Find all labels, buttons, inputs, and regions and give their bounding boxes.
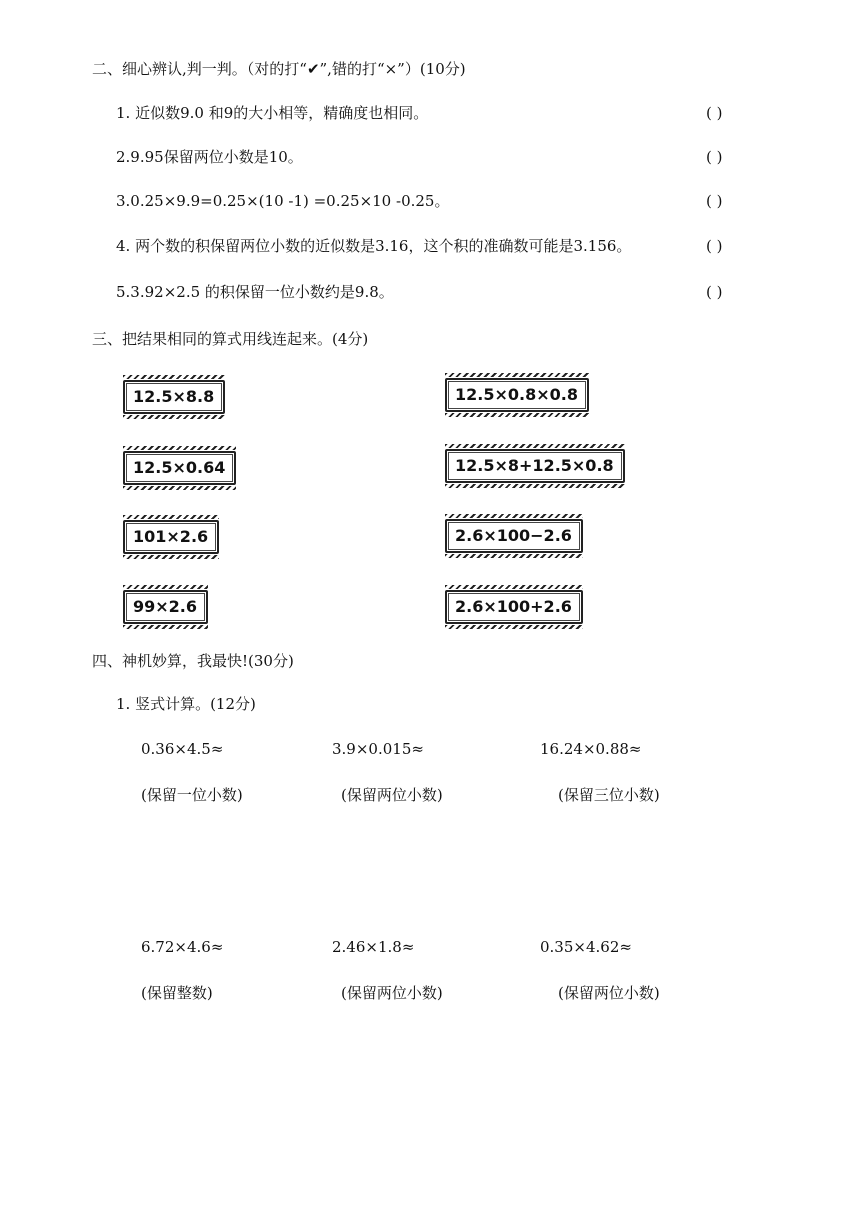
calc-expr-4: 6.72×4.6≈ [141, 938, 224, 956]
calc-note-6: (保留两位小数) [558, 984, 660, 1002]
left-expr-box-1[interactable]: 12.5×8.8 [123, 380, 225, 414]
calc-expr-6: 0.35×4.62≈ [540, 938, 632, 956]
right-expr-box-4[interactable]: 2.6×100+2.6 [445, 590, 583, 624]
answer-paren-3[interactable]: ( ) [706, 192, 723, 210]
section4-sub1: 1. 竖式计算。(12分) [116, 695, 256, 713]
right-expr-box-3[interactable]: 2.6×100−2.6 [445, 519, 583, 553]
calc-expr-5: 2.46×1.8≈ [332, 938, 415, 956]
answer-paren-5[interactable]: ( ) [706, 283, 723, 301]
calc-note-5: (保留两位小数) [341, 984, 443, 1002]
right-expr-box-1[interactable]: 12.5×0.8×0.8 [445, 378, 589, 412]
section4-title: 四、神机妙算，我最快!(30分) [92, 652, 294, 670]
answer-paren-1[interactable]: ( ) [706, 104, 723, 122]
judge-item-4: 4. 两个数的积保留两位小数的近似数是3.16，这个积的准确数可能是3.156。 [116, 237, 632, 255]
answer-paren-2[interactable]: ( ) [706, 148, 723, 166]
calc-note-3: (保留三位小数) [558, 786, 660, 804]
calc-note-1: (保留一位小数) [141, 786, 243, 804]
calc-expr-2: 3.9×0.015≈ [332, 740, 424, 758]
calc-expr-3: 16.24×0.88≈ [540, 740, 642, 758]
left-expr-box-3[interactable]: 101×2.6 [123, 520, 219, 554]
judge-item-2: 2.9.95保留两位小数是10。 [116, 148, 303, 166]
judge-item-3: 3.0.25×9.9=0.25×(10 -1) =0.25×10 -0.25。 [116, 192, 450, 210]
judge-item-5: 5.3.92×2.5 的积保留一位小数约是9.8。 [116, 283, 394, 301]
left-expr-box-2[interactable]: 12.5×0.64 [123, 451, 236, 485]
left-expr-box-4[interactable]: 99×2.6 [123, 590, 208, 624]
section2-title: 二、细心辨认,判一判。（对的打“✔”,错的打“×”）(10分) [92, 60, 466, 78]
judge-item-1: 1. 近似数9.0 和9的大小相等，精确度也相同。 [116, 104, 429, 122]
answer-paren-4[interactable]: ( ) [706, 237, 723, 255]
calc-expr-1: 0.36×4.5≈ [141, 740, 224, 758]
calc-note-2: (保留两位小数) [341, 786, 443, 804]
section3-title: 三、把结果相同的算式用线连起来。(4分) [92, 330, 369, 348]
right-expr-box-2[interactable]: 12.5×8+12.5×0.8 [445, 449, 625, 483]
calc-note-4: (保留整数) [141, 984, 213, 1002]
